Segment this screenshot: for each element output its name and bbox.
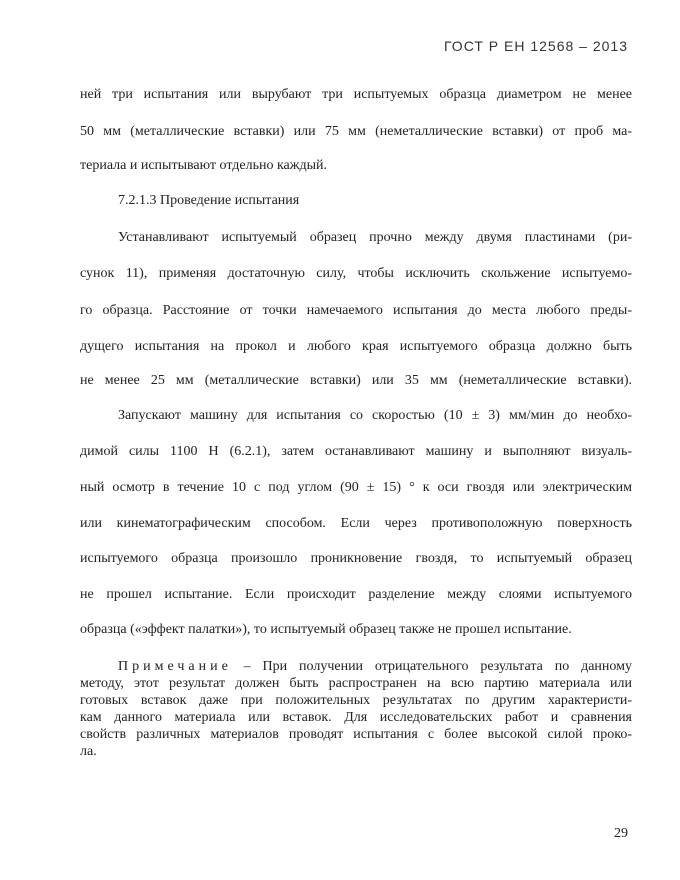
body-line: дущего испытания на прокол и любого края испытуемого образца должно быть	[80, 339, 632, 354]
section-heading: 7.2.1.3 Проведение испытания	[118, 193, 300, 208]
body-line: образца («эффект палатки»), то испытуемый образец также не прошел испытание.	[80, 622, 572, 637]
body-line: не менее 25 мм (металлические вставки) или 35 мм (неметаллические вставки).	[80, 373, 632, 388]
body-line: Запускают машину для испытания со скоростью (10 ± 3) мм/мин до необхо-	[118, 408, 632, 423]
body-line: испытуемого образца произошло проникновение гвоздя, то испытуемый образец	[80, 551, 632, 566]
body-line: сунок 11), применяя достаточную силу, чтобы исключить скольжение испытуемо-	[80, 266, 632, 281]
body-line: 50 мм (металлические вставки) или 75 мм (неметаллические вставки) от проб ма-	[80, 124, 632, 139]
note-first-line	[80, 658, 632, 675]
page-number: 29	[614, 826, 628, 841]
body-line: ней три испытания или вырубают три испытуемых образца диаметром не менее	[80, 87, 632, 102]
body-line: го образца. Расстояние от точки намечаемого испытания до места любого преды-	[80, 303, 632, 318]
note-line: методу, этот результат должен быть распространен на всю партию материала или	[80, 676, 632, 691]
body-line: териала и испытывают отдельно каждый.	[80, 158, 327, 173]
body-line: димой силы 1100 Н (6.2.1), затем останавливают машину и выполняют визуаль-	[80, 444, 632, 459]
body-line: не прошел испытание. Если происходит разделение между слоями испытуемого	[80, 587, 632, 602]
note-line: ла.	[80, 744, 97, 759]
note-line: свойств различных материалов проводят испытания с более высокой силой проко-	[80, 727, 632, 742]
body-line: Устанавливают испытуемый образец прочно между двумя пластинами (ри-	[118, 230, 632, 245]
note-line: готовых вставок даже при положительных результатах по другим характеристи-	[80, 693, 632, 708]
note-text: – При получении отрицательного результата по данному	[231, 659, 632, 674]
note-label: Примечание	[118, 659, 232, 674]
body-line: или кинематографическим способом. Если через противоположную поверхность	[80, 516, 632, 531]
standard-header: ГОСТ Р ЕН 12568 – 2013	[444, 38, 628, 54]
note-line: кам данного материала или вставок. Для исследовательских работ и сравнения	[80, 710, 632, 725]
body-line: ный осмотр в течение 10 с под углом (90 ± 15) ° к оси гвоздя или электрическим	[80, 480, 632, 495]
note-block	[80, 658, 632, 760]
